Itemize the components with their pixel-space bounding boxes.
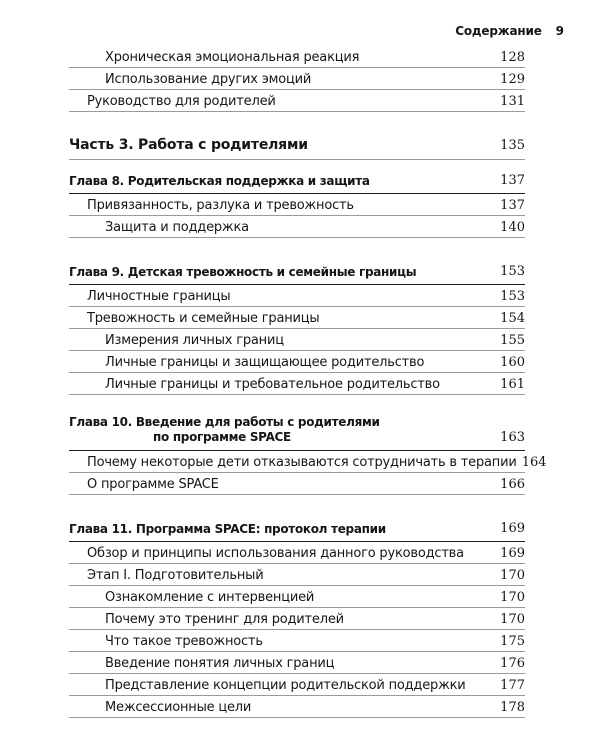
toc-entry-attachment[interactable] — [69, 194, 525, 216]
toc-chapter-10[interactable] — [69, 395, 525, 451]
toc-entry-overview-principles[interactable] — [69, 542, 525, 564]
toc-entry-page: 175 — [500, 634, 525, 649]
toc-entry-page: 169 — [500, 546, 525, 561]
running-header-page-number: 9 — [555, 24, 564, 38]
toc-entry-page: 160 — [500, 355, 525, 370]
toc-chapter-title — [69, 415, 380, 445]
toc-entry-title: Хроническая эмоциональная реакция — [105, 50, 360, 65]
toc-entry-children-refuse[interactable] — [69, 451, 547, 473]
toc-entry-boundaries-concept[interactable] — [69, 652, 525, 674]
toc-entry-page: 155 — [500, 333, 525, 348]
toc-entry-title: Этап I. Подготовительный — [87, 568, 264, 583]
toc-entry-page: 170 — [500, 568, 525, 583]
toc-entry-page: 128 — [500, 50, 525, 65]
toc-entry-title: Межсессионные цели — [105, 700, 252, 715]
toc-entry-page: 170 — [500, 590, 525, 605]
toc-chapter-title-line-2: по программе SPACE — [153, 430, 291, 444]
toc-entry-protective-parenting[interactable] — [69, 351, 525, 373]
toc-entry-parent-guide[interactable] — [69, 90, 525, 112]
toc-entry-page: 177 — [500, 678, 525, 693]
toc-entry-intersession-goals[interactable] — [69, 696, 525, 718]
toc-entry-other-emotions[interactable] — [69, 68, 525, 90]
toc-entry-page: 164 — [521, 455, 547, 470]
toc-entry-page: 129 — [500, 72, 525, 87]
toc-entry-title: О программе SPACE — [87, 477, 219, 492]
toc-entry-intervention-intro[interactable] — [69, 586, 525, 608]
toc-entry-page: 176 — [500, 656, 525, 671]
toc-chapter-page: 169 — [500, 521, 525, 536]
toc-entry-title: Личные границы и защищающее родительство — [105, 355, 425, 370]
toc-entry-page: 161 — [500, 377, 525, 392]
toc-entry-page: 137 — [500, 198, 525, 213]
toc-entry-title: Что такое тревожность — [105, 634, 263, 649]
toc-entry-why-parent-training[interactable] — [69, 608, 525, 630]
toc-entry-support-concept[interactable] — [69, 674, 525, 696]
toc-entry-chronic-emotional-reaction[interactable] — [69, 46, 525, 68]
running-header — [455, 24, 564, 38]
toc-chapter-title: Глава 8. Родительская поддержка и защита — [69, 174, 370, 188]
toc-entry-page: 170 — [500, 612, 525, 627]
toc-chapter-page: 137 — [500, 173, 525, 188]
toc-entry-title: Привязанность, разлука и тревожность — [87, 198, 354, 213]
toc-entry-title: Использование других эмоций — [105, 72, 312, 87]
toc-entry-about-space[interactable] — [69, 473, 525, 495]
toc-entry-what-is-anxiety[interactable] — [69, 630, 525, 652]
toc-part-3[interactable] — [69, 124, 525, 160]
toc-entry-page: 131 — [500, 94, 525, 109]
toc-entry-personal-boundaries[interactable] — [69, 285, 525, 307]
toc-entry-protection-support[interactable] — [69, 216, 525, 238]
toc-entry-title: Личные границы и требовательное родительство — [105, 377, 440, 392]
toc-part-title: Часть 3. Работа с родителями — [69, 137, 308, 153]
toc-entry-title: Почему это тренинг для родителей — [105, 612, 344, 627]
toc-entry-title: Обзор и принципы использования данного руководства — [87, 546, 464, 561]
toc-entry-title: Руководство для родителей — [87, 94, 276, 109]
running-header-title: Содержание — [455, 24, 542, 38]
toc-entry-title: Почему некоторые дети отказываются сотрудничать в терапии — [87, 455, 517, 470]
toc-chapter-page: 163 — [500, 430, 525, 445]
toc-entry-title: Представление концепции родительской поддержки — [105, 678, 466, 693]
toc-chapter-title: Глава 11. Программа SPACE: протокол терапии — [69, 522, 386, 536]
toc-entry-page: 154 — [500, 311, 525, 326]
toc-chapter-11[interactable] — [69, 506, 525, 542]
toc-entry-stage-1[interactable] — [69, 564, 525, 586]
toc-entry-title: Личностные границы — [87, 289, 231, 304]
toc-entry-boundary-dimensions[interactable] — [69, 329, 525, 351]
table-of-contents — [69, 46, 547, 718]
toc-chapter-title-line-1: Глава 10. Введение для работы с родителями — [69, 415, 380, 429]
toc-entry-page: 153 — [500, 289, 525, 304]
toc-chapter-page: 153 — [500, 264, 525, 279]
toc-entry-page: 140 — [500, 220, 525, 235]
toc-entry-title: Ознакомление с интервенцией — [105, 590, 315, 605]
toc-chapter-9[interactable] — [69, 249, 525, 285]
toc-part-page: 135 — [500, 138, 525, 153]
toc-chapter-title: Глава 9. Детская тревожность и семейные границы — [69, 265, 417, 279]
toc-entry-title: Введение понятия личных границ — [105, 656, 335, 671]
toc-chapter-8[interactable] — [69, 160, 525, 194]
toc-entry-page: 166 — [500, 477, 525, 492]
toc-entry-anxiety-family-boundaries[interactable] — [69, 307, 525, 329]
toc-entry-title: Защита и поддержка — [105, 220, 249, 235]
toc-entry-page: 178 — [500, 700, 525, 715]
toc-entry-demanding-parenting[interactable] — [69, 373, 525, 395]
toc-entry-title: Тревожность и семейные границы — [87, 311, 320, 326]
toc-entry-title: Измерения личных границ — [105, 333, 284, 348]
